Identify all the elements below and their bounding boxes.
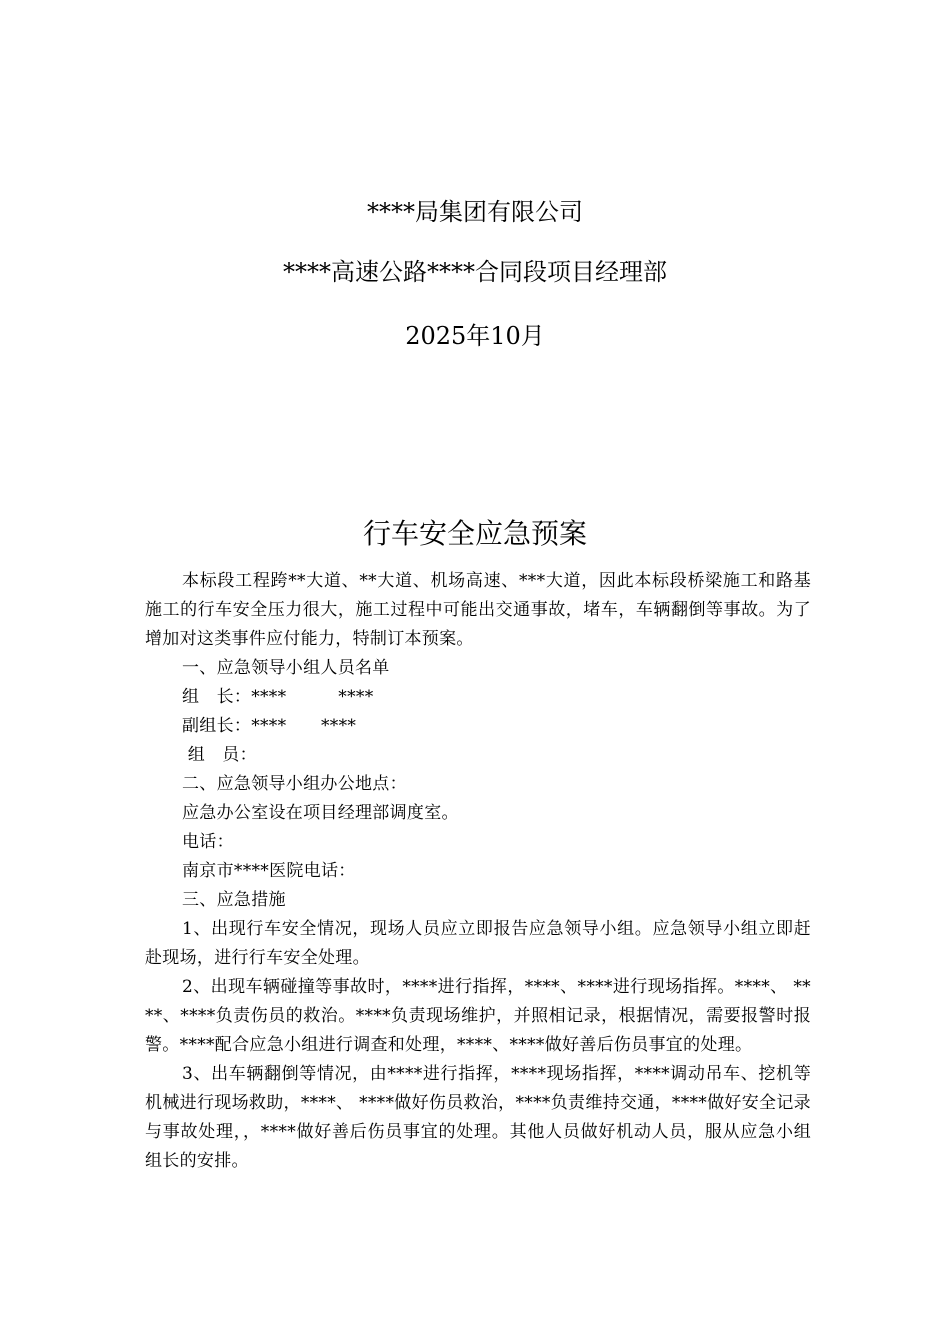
measure-2: 2、出现车辆碰撞等事故时，****进行指挥，****、****进行现场指挥。****、 ****、****负责伤员的救治。****负责现场维护，并照相记录，根据情况，需要报警时报警。****配合应急小组进行调查和处理，****、****做好善后伤员事宜的处理。 (145, 977, 811, 1055)
paragraph-intro: 本标段工程跨**大道、**大道、机场高速、***大道，因此本标段桥梁施工和路基施工的行车安全压力很大，施工过程中可能出交通事故，堵车，车辆翻倒等事故。为了增加对这类事件应付能力，特制订本预案。 (145, 571, 811, 649)
company-name: ****局集团有限公司 (367, 198, 583, 226)
measure-3: 3、出车辆翻倒等情况，由****进行指挥，****现场指挥，****调动吊车、挖机等机械进行现场救助，****、 ****做好伤员救治，****负责维持交通，****做好安全记录与事故处理，，****做好善后伤员事宜的处理。其他人员做好机动人员，服从应急小组组长的安排。 (145, 1064, 811, 1171)
team-members-line: 组 员： (182, 745, 257, 765)
measure-1: 1、出现行车安全情况，现场人员应立即报告应急领导小组。应急领导小组立即赶赴现场，进行行车安全处理。 (145, 919, 811, 968)
deputy-leader-line: 副组长：**** **** (182, 716, 357, 736)
hospital-phone-line: 南京市****医院电话： (182, 861, 356, 881)
document-body (145, 567, 811, 1176)
document-title: 行车安全应急预案 (362, 517, 587, 550)
team-leader-line: 组 长：**** **** (182, 687, 374, 707)
document-date: 2025年10月 (405, 322, 545, 350)
phone-line: 电话： (182, 832, 234, 852)
heading-emergency-measures: 三、应急措施 (182, 890, 286, 910)
department-name: ****高速公路****合同段项目经理部 (283, 258, 667, 286)
heading-office-location: 二、应急领导小组办公地点： (182, 774, 407, 794)
office-location-text: 应急办公室设在项目经理部调度室。 (182, 803, 459, 823)
heading-leadership-list: 一、应急领导小组人员名单 (182, 658, 390, 678)
